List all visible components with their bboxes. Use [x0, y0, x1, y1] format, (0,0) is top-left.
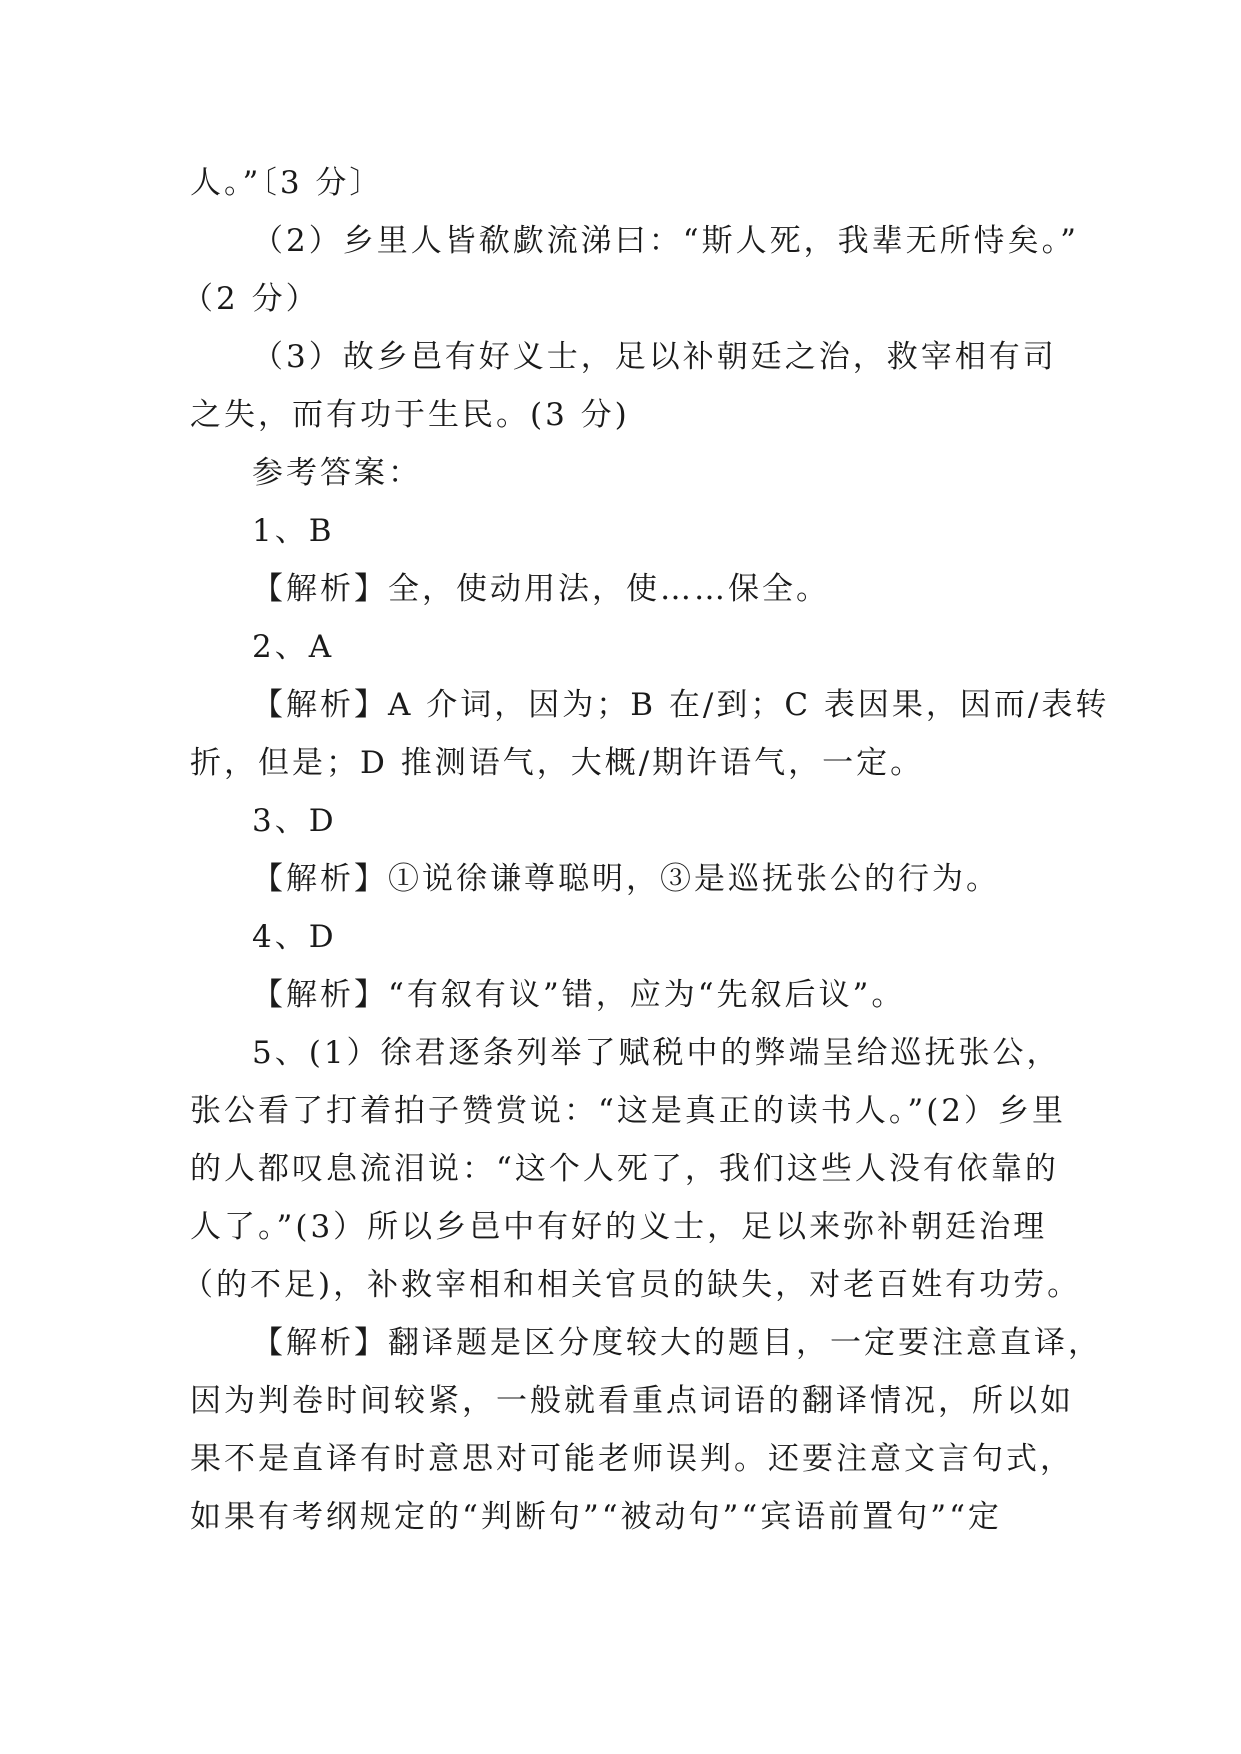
text-line: 5、(1）徐君逐条列举了赋税中的弊端呈给巡抚张公， [252, 1035, 1061, 1071]
text-line: 参考答案： [252, 455, 422, 491]
text-line: 4、D [252, 919, 337, 955]
text-line: 3、D [252, 803, 337, 839]
text-line: 之失，而有功于生民。(3 分) [190, 397, 630, 433]
text-line: （2 分） [182, 281, 320, 317]
text-line: 【解析】全，使动用法，使……保全。 [252, 571, 830, 607]
text-line: 【解析】“有叙有议”错，应为“先叙后议”。 [252, 977, 906, 1013]
text-line: 折，但是；D 推测语气，大概/期许语气，一定。 [190, 745, 925, 781]
text-line: 人。”〔3 分〕 [190, 165, 384, 201]
text-line: （3）故乡邑有好义士，足以补朝廷之治，救宰相有司 [252, 339, 1057, 375]
text-line: 因为判卷时间较紧，一般就看重点词语的翻译情况，所以如 [190, 1383, 1074, 1419]
text-line: 张公看了打着拍子赞赏说：“这是真正的读书人。”(2）乡里 [190, 1093, 1067, 1129]
text-line: 2、A [252, 629, 335, 665]
text-line: 果不是直译有时意思对可能老师误判。还要注意文言句式， [190, 1441, 1074, 1477]
text-line: （2）乡里人皆欷歔流涕曰：“斯人死，我辈无所恃矣。” [252, 223, 1079, 259]
text-line: 如果有考纲规定的“判断句”“被动句”“宾语前置句”“定 [190, 1499, 1002, 1535]
text-line: 【解析】①说徐谦尊聪明，③是巡抚张公的行为。 [252, 861, 1000, 897]
text-line: 人了。”(3）所以乡邑中有好的义士，足以来弥补朝廷治理 [190, 1209, 1048, 1245]
text-line: 的人都叹息流泪说：“这个人死了，我们这些人没有依靠的 [190, 1151, 1059, 1187]
text-line: 【解析】翻译题是区分度较大的题目，一定要注意直译， [252, 1325, 1102, 1361]
text-line: 【解析】A 介词，因为；B 在/到；C 表因果，因而/表转 [252, 687, 1110, 723]
text-line: （的不足)，补救宰相和相关官员的缺失，对老百姓有功劳。 [182, 1267, 1082, 1303]
text-line: 1、B [252, 513, 335, 549]
